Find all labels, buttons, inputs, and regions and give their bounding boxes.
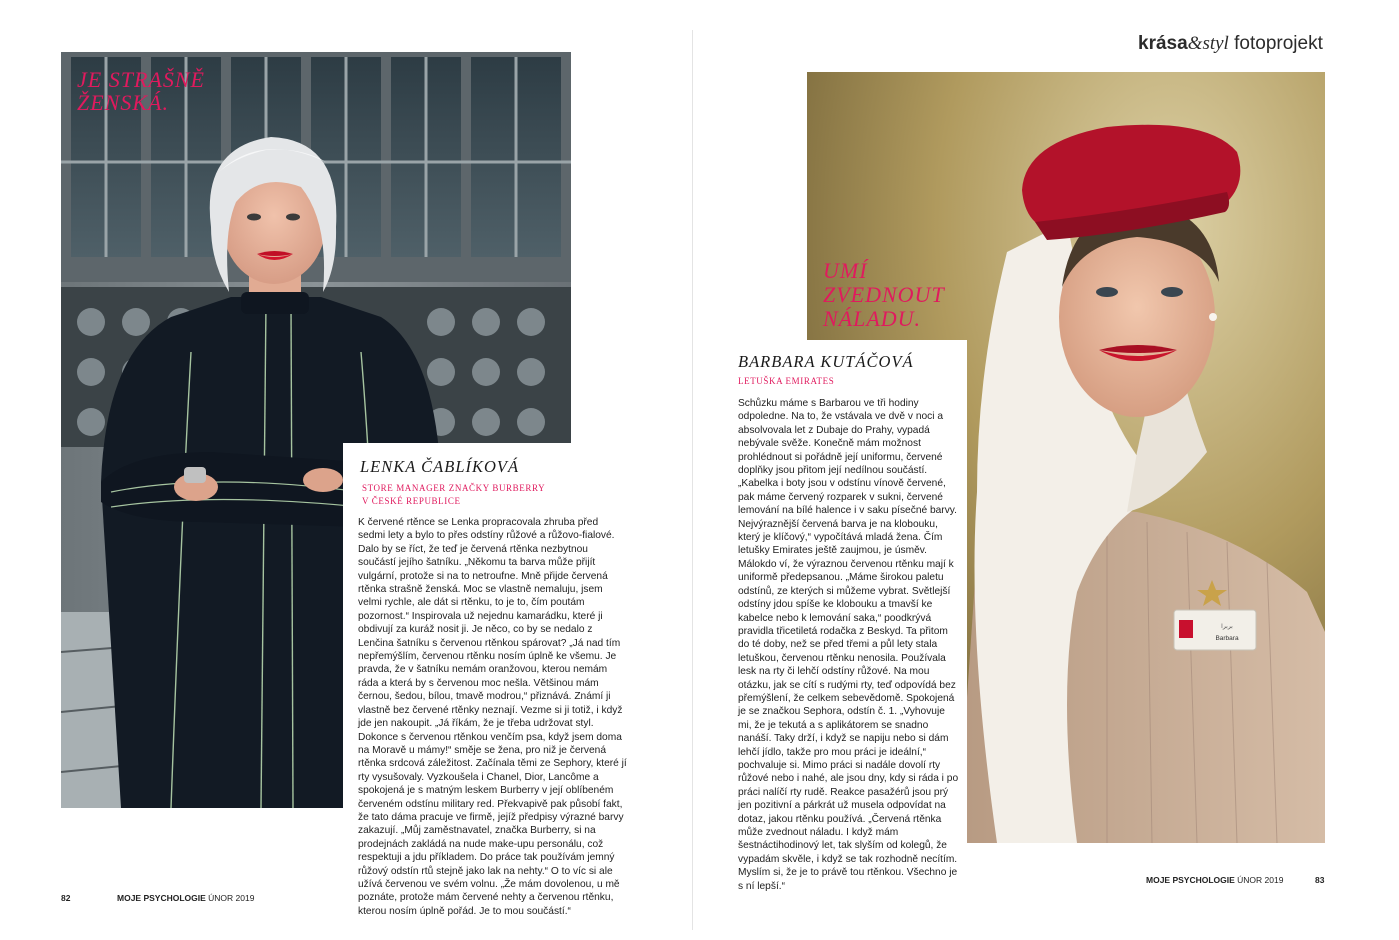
- article-left: [343, 443, 643, 917]
- section-brand-bold: krása: [1138, 33, 1188, 54]
- name-badge-text: Barbara: [1215, 635, 1239, 642]
- magazine-name-left: MOJE PSYCHOLOGIE: [117, 893, 206, 903]
- magazine-name-right: MOJE PSYCHOLOGIE: [1146, 875, 1235, 885]
- magazine-folio-right: [1146, 875, 1283, 885]
- page-gutter: [692, 30, 693, 930]
- person-name-right: BARBARA KUTÁČOVÁ: [738, 352, 914, 371]
- pull-quote-left-line1: JE STRAŠNĚ: [77, 67, 205, 92]
- article-right: [725, 340, 967, 892]
- pull-quote-left: [77, 68, 277, 114]
- person-name-left: LENKA ČABLÍKOVÁ: [360, 457, 520, 476]
- person-role-left-line2: V ČESKÉ REPUBLICE: [362, 496, 461, 506]
- person-role-left: [358, 482, 627, 508]
- magazine-issue-right: ÚNOR 2019: [1234, 875, 1284, 885]
- svg-text:بربرا: بربرا: [1221, 624, 1233, 630]
- section-brand-amp: &styl: [1187, 33, 1229, 54]
- section-header: [1138, 33, 1323, 55]
- article-body-right: Schůzku máme s Barbarou ve tři hodiny odpoledne. Na to, že vstávala ve dvě v noci a absolvovala let z Dubaje do Prahy, vypadá nebývale svěže. Konečně mám možnost prohlédnout si pořádně její uniformu, červené doplňky jsou přitom její nedílnou součástí. „Kabelka i boty jsou v odstínu vínově červené, pak máme červený rozparek v sukni, červené lemování na bílé halence i v saku písečné barvy. Nejvýraznější červená barva je na klobouku, který je klíčový,“ vypočítává mladá žena. Čím letušky Emirates ještě zaujmou, je úsměv. Málokdo ví, že výraznou červenou rtěnku mají k uniformě předepsanou. „Máme širokou paletu odstínů, ze kterých si můžeme vybrat. Světlejší odstíny jdou spíše ke klobouku a tmavší ke kabelce nebo k lemování saka,“ poodkrývá pravidla třicetiletá rodačka z Beskyd. Ta přitom do té doby, než se před třemi a půl lety stala letuškou, červenou rtěnku nenosila. Používala lesk na rty či lehčí odstíny růžové. Na mou otázku, jak se cítí s rudými rty, teď odpovídá bez přemýšlení, že celkem sebevědomě. Spokojená je se značkou Sephora, odstín č. 1. „Vyhovuje mi, že je tekutá a s aplikátorem se snadno nanáší. Taky drží, i když se napiju nebo si dám lehčí jídlo, takže pro mou práci je ideální,“ pochvaluje si. Mimo práci si nadále dovolí rty růžové nebo i nahé, ale jsou dny, kdy si ráda i po práci nalíčí rty rudě. Reakce pasažérů jsou prý jen pozitivní a párkrát už musela odpovídat na dotaz, jakou rtěnku používá. „Červená rtěnka může zvednout náladu. I když mám šestnáctihodinový let, tak slyším od kolegů, že vypadám skvěle, i když se tak rozhodně necítím. Myslím si, že je to právě tou rtěnkou. Všechno je s ní lepší.“: [738, 398, 959, 892]
- pull-quote-right-line2: ZVEDNOUT: [823, 282, 945, 307]
- page-number-right: 83: [1315, 875, 1325, 885]
- section-brand-light: fotoprojekt: [1228, 33, 1323, 54]
- pull-quote-right-line3: NÁLADU.: [823, 306, 922, 331]
- page-number-left: 82: [61, 893, 71, 903]
- magazine-folio-left: [117, 893, 254, 903]
- pull-quote-right: [823, 259, 973, 331]
- person-role-right: LETUŠKA EMIRATES: [738, 376, 835, 386]
- pull-quote-left-line2: ŽENSKÁ.: [77, 90, 169, 115]
- magazine-issue-left: ÚNOR 2019: [205, 893, 255, 903]
- pull-quote-right-line1: UMÍ: [823, 258, 868, 283]
- article-body-left: K červené rtěnce se Lenka propracovala zhruba před sedmi lety a bylo to přes odstíny růžové a růžovo-fialové. Dalo by se říct, že teď je červená rtěnka nezbytnou součástí jejího šatníku. „Někomu ta barva může přijít vulgární, protože si na to netroufne. Mně přijde červená rtěnka strašně ženská. Moc se vlastně nemaluju, jsem velmi rychle, ale dát si rtěnku, to je to, čím poutám pozornost.“ Inspirovala už nejednu kamarádku, které ji obdivují za kuráž nosit ji. Je něco, co by se nedalo z Lenčina šatníku s červenou rtěnkou spárovat? „Já nad tím nepřemýšlím, červenou rtěnku nosím úplně ke všemu. Je pravda, že v šatníku nemám oranžovou, kterou nemám ráda a která by s červenou moc nešla. Většinou mám černou, šedou, bílou, tmavě modrou,“ přiznává. Známí ji vlastně bez červené rtěnky neznají. Vezme si ji totiž, i když jde jen nakoupit. „Já říkám, že je třeba udržovat styl. Dokonce s červenou rtěnkou venčím psa, když jsem doma na Moravě u mámy!“ směje se žena, pro niž je červená rtěnka srdcová záležitost. Začínala těmi ze Sephory, které jí rty vysušovaly. Vyzkoušela i Chanel, Dior, Lancôme a spokojená je s matným leskem Burberry v její oblíbeném červeném odstínu military red. Překvapivě pak působí fakt, že tato dáma pracuje ve firmě, jejíž předpisy výrazné barvy zakazují. „Můj zaměstnavatel, značka Burberry, si na prodejnách zakládá na nude make-upu personálu, což respektuji a jdu příkladem. Do práce tak používám jemný růžový odstín rtů stejně jako lak na nehty.“ O to víc si ale užívá červenou ve svém volnu. „Že mám dovolenou, u mě poznáte, protože mám červené nehty a červenou rtěnku, kterou nosím úplně pořád. Je to mou součástí.“: [358, 517, 627, 917]
- person-role-left-line1: STORE MANAGER ZNAČKY BURBERRY: [362, 483, 546, 493]
